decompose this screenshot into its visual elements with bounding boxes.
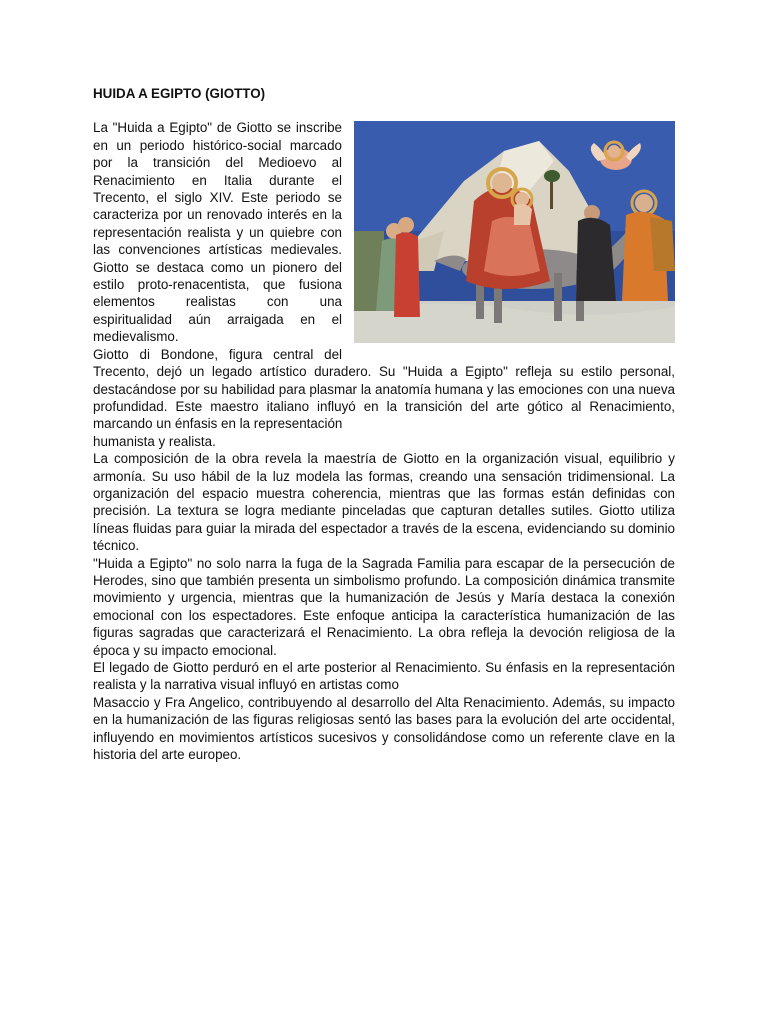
paragraph-legacy-continued: Masaccio y Fra Angelico, contribuyendo al desarrollo del Alta Renacimiento. Además, su impacto en la humanización de las figuras religiosas sentó las bases para la evolución del arte occidental, influyendo en movimientos artísticos sucesivos y consolidándose como un referente clave en la historia del arte europeo.: [93, 694, 675, 763]
paragraph-author-end: humanista y realista.: [93, 433, 216, 449]
paragraph-symbolism: "Huida a Egipto" no solo narra la fuga de la Sagrada Familia para escapar de la persecución de Herodes, sino que también presenta un simbolismo profundo. La composición dinámica transmite movimiento y urgencia, mientras que la humanización de Jesús y María destaca la conexión emocional con los espectadores. Este enfoque anticipa la característica humanización de las figuras sagradas que caracterizará el Renacimiento. La obra refleja la devoción religiosa de la época y su impacto emocional.: [93, 555, 675, 658]
paragraph-context: La "Huida a Egipto" de Giotto se inscribe en un periodo histórico-social marcado por la transición del Medioevo al Renacimiento en Italia durante el Trecento, el siglo XIV. Este periodo se caracteriza por un renovado interés en la representación realista y un quiebre con las convenciones artísticas medievales. Giotto se destaca como un pionero del estilo proto-renacentista, que fusiona elementos realistas con una espiritualidad aún arraigada en el medievalismo.: [93, 120, 342, 345]
paragraph-legacy: El legado de Giotto perduró en el arte posterior al Renacimiento. Su énfasis en la representación realista y la narrativa visual influyó en artistas como: [93, 660, 675, 693]
document-page: [93, 85, 675, 763]
fresco-image: [354, 121, 675, 343]
paragraph-author: Giotto di Bondone, figura central del Trecento, dejó un legado artístico duradero. Su "Huida a Egipto" refleja su estilo personal, destacándose por su habilidad para plasmar la anatomía humana y las emociones con una nueva profundidad. Este maestro italiano influyó en la transición del arte gótico al Renacimiento, marcando un énfasis en la representación: [93, 346, 675, 432]
document-title: HUIDA A EGIPTO (GIOTTO): [93, 86, 266, 101]
paragraph-composition: La composición de la obra revela la maestría de Giotto en la organización visual, equilibrio y armonía. Su uso hábil de la luz modela las formas, creando una sensación tridimensional. La organización del espacio muestra coherencia, mientras que las formas están definidas con precisión. La textura se logra mediante pinceladas que capturan detalles sutiles. Giotto utiliza líneas fluidas para guiar la mirada del espectador a través de la escena, evidenciando su dominio técnico.: [93, 451, 675, 554]
